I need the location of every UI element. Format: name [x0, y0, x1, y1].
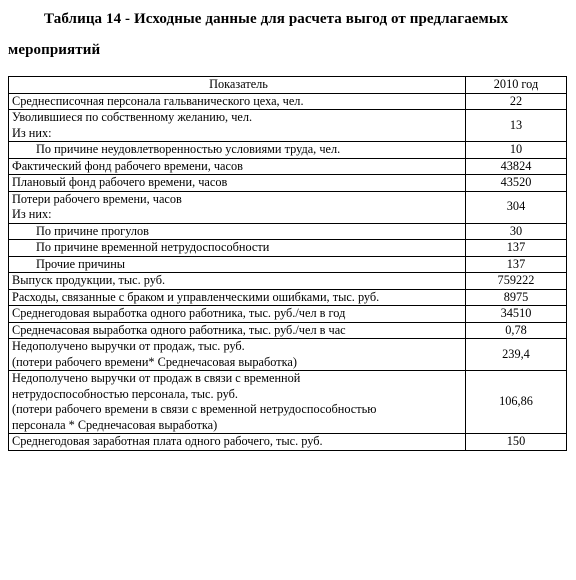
- row-value: 13: [466, 110, 567, 142]
- row-value: 304: [466, 191, 567, 223]
- row-label: Фактический фонд рабочего времени, часов: [9, 158, 466, 175]
- row-value: 137: [466, 240, 567, 257]
- source-data-table: [8, 76, 567, 451]
- row-value: 137: [466, 256, 567, 273]
- row-value: 22: [466, 93, 567, 110]
- caption-line-1: Таблица 14 - Исходные данные для расчета выгод от предлагаемых: [44, 11, 509, 27]
- table-row: [9, 191, 567, 223]
- table-row: [9, 223, 567, 240]
- row-label: Среднесписочная персонала гальванического цеха, чел.: [9, 93, 466, 110]
- row-label-main: Потери рабочего времени, часов: [12, 191, 182, 206]
- row-value: 239,4: [466, 339, 567, 371]
- row-label-line: (потери рабочего времени* Среднечасовая выработка): [12, 354, 297, 369]
- row-label-line: Недополучено выручки от продаж в связи с временной: [12, 371, 301, 385]
- row-value: 10: [466, 142, 567, 159]
- row-label: По причине временной нетрудоспособности: [9, 240, 466, 257]
- row-label-line: персонала * Среднечасовая выработка): [12, 417, 218, 432]
- row-label: Среднечасовая выработка одного работника, тыс. руб./чел в час: [9, 322, 466, 339]
- table-row: [9, 306, 567, 323]
- row-label-sub: Из них:: [12, 125, 52, 140]
- row-value: 0,78: [466, 322, 567, 339]
- row-label: [9, 191, 466, 223]
- row-value: 43520: [466, 175, 567, 192]
- row-label-line: (потери рабочего времени в связи с временной нетрудоспособностью: [12, 402, 377, 416]
- table-row: [9, 289, 567, 306]
- row-label: Среднегодовая заработная плата одного рабочего, тыс. руб.: [9, 434, 466, 451]
- row-value: 8975: [466, 289, 567, 306]
- row-label: [9, 371, 466, 434]
- row-label: [9, 339, 466, 371]
- row-value: 34510: [466, 306, 567, 323]
- header-year: 2010 год: [466, 77, 567, 94]
- row-label-sub: Из них:: [12, 207, 52, 221]
- row-value: 106,86: [466, 371, 567, 434]
- table-row: [9, 339, 567, 371]
- row-label: [9, 110, 466, 142]
- table-header-row: [9, 77, 567, 94]
- row-value: 150: [466, 434, 567, 451]
- row-label: По причине неудовлетворенностью условиями труда, чел.: [9, 142, 466, 159]
- table-row: [9, 240, 567, 257]
- table-row: [9, 256, 567, 273]
- table-row: [9, 371, 567, 434]
- row-label: Плановый фонд рабочего времени, часов: [9, 175, 466, 192]
- row-label: Среднегодовая выработка одного работника, тыс. руб./чел в год: [9, 306, 466, 323]
- table-row: [9, 110, 567, 142]
- caption-line-2: мероприятий: [8, 42, 101, 58]
- row-label: Выпуск продукции, тыс. руб.: [9, 273, 466, 290]
- row-label-line: Недополучено выручки от продаж, тыс. руб.: [12, 339, 245, 353]
- table-row: [9, 93, 567, 110]
- row-label: Прочие причины: [9, 256, 466, 273]
- header-indicator: Показатель: [9, 77, 466, 94]
- row-label-line: нетрудоспособностью персонала, тыс. руб.: [12, 386, 238, 401]
- table-row: [9, 322, 567, 339]
- table-row: [9, 175, 567, 192]
- row-value: 759222: [466, 273, 567, 290]
- row-label: Расходы, связанные с браком и управленческими ошибками, тыс. руб.: [9, 289, 466, 306]
- table-row: [9, 158, 567, 175]
- table-caption: [8, 4, 574, 66]
- row-label: По причине прогулов: [9, 223, 466, 240]
- row-label-main: Уволившиеся по собственному желанию, чел.: [12, 110, 253, 124]
- table-row: [9, 434, 567, 451]
- row-value: 43824: [466, 158, 567, 175]
- table-row: [9, 273, 567, 290]
- table-row: [9, 142, 567, 159]
- row-value: 30: [466, 223, 567, 240]
